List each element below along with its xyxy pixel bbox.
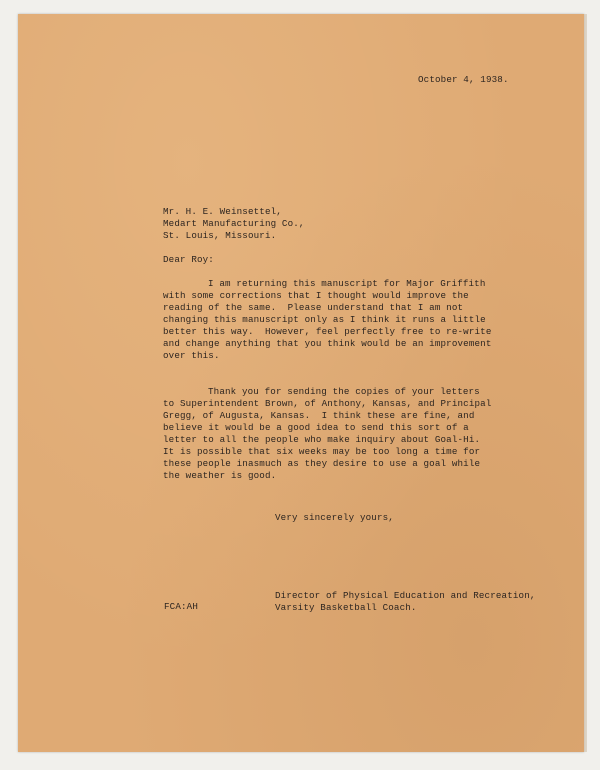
closing: Very sincerely yours, <box>275 512 394 523</box>
paragraph-line: over this. <box>163 350 220 361</box>
recipient-line: St. Louis, Missouri. <box>163 230 277 241</box>
paragraph-line: letter to all the people who make inquiry about Goal-Hi. <box>163 434 481 445</box>
paragraph-line: these people inasmuch as they desire to use a goal while <box>163 458 481 469</box>
paragraph-line: the weather is good. <box>163 470 277 481</box>
recipient-line: Medart Manufacturing Co., <box>163 218 305 229</box>
paragraph-line: to Superintendent Brown, of Anthony, Kansas, and Principal <box>163 398 492 409</box>
paragraph-line: It is possible that six weeks may be too long a time for <box>163 446 481 457</box>
paragraph-line: and change anything that you think would be an improvement <box>163 338 492 349</box>
paragraph-line: with some corrections that I thought would improve the <box>163 290 469 301</box>
signature-title-line: Varsity Basketball Coach. <box>275 602 417 613</box>
letter-date: October 4, 1938. <box>418 74 509 85</box>
paragraph-line: better this way. However, feel perfectly free to re-write <box>163 326 492 337</box>
paragraph-line: believe it would be a good idea to send this sort of a <box>163 422 469 433</box>
typist-initials: FCA:AH <box>164 601 198 612</box>
page-edge-shadow <box>584 14 587 752</box>
signature-title-line: Director of Physical Education and Recreation, <box>275 590 536 601</box>
letter-page <box>18 14 584 752</box>
paragraph-line: changing this manuscript only as I think it runs a little <box>163 314 486 325</box>
paragraph-line: Thank you for sending the copies of your letters <box>208 386 480 397</box>
paragraph-line: Gregg, of Augusta, Kansas. I think these are fine, and <box>163 410 475 421</box>
paragraph-line: reading of the same. Please understand that I am not <box>163 302 464 313</box>
recipient-line: Mr. H. E. Weinsettel, <box>163 206 282 217</box>
paragraph-line: I am returning this manuscript for Major Griffith <box>208 278 486 289</box>
salutation: Dear Roy: <box>163 254 214 265</box>
